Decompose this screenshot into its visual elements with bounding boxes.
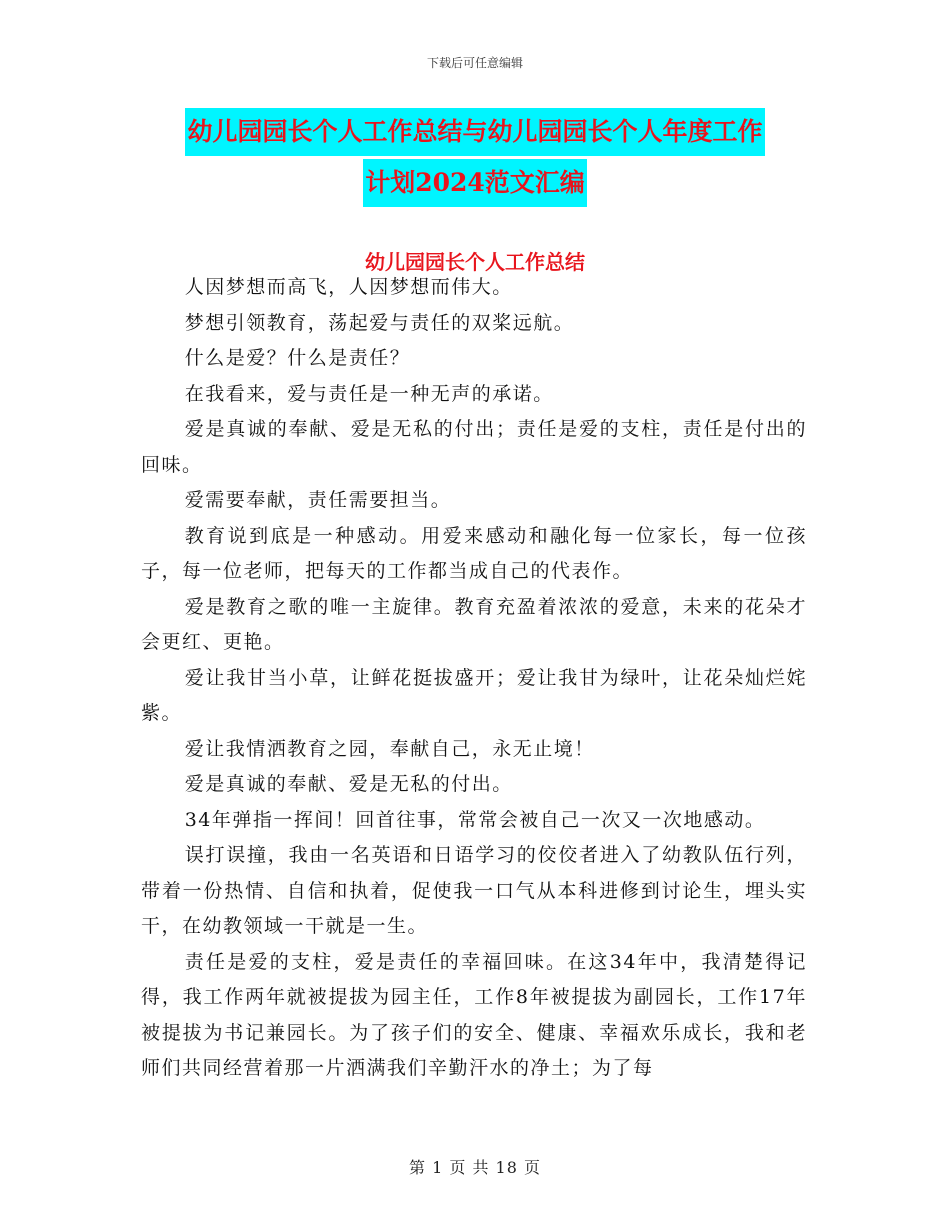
paragraph: 责任是爱的支柱，爱是责任的幸福回味。在这34年中，我清楚得记得，我工作两年就被提拔为园主任，工作8年被提拔为副园长，工作17年被提拔为书记兼园长。为了孩子们的安全、健康、幸福欢乐成长，我和老师们共同经营着那一片洒满我们辛勤汗水的净土；为了每: [141, 950, 807, 1079]
paragraph: 爱是教育之歌的唯一主旋律。教育充盈着浓浓的爱意，未来的花朵才会更红、更艳。: [141, 595, 807, 653]
page-number: 第 1 页 共 18 页: [409, 1158, 541, 1177]
paragraph: 误打误撞，我由一名英语和日语学习的佼佼者进入了幼教队伍行列，带着一份热情、自信和执着，促使我一口气从本科进修到讨论生，埋头实干，在幼教领域一干就是一生。: [141, 844, 807, 937]
paragraph: 爱需要奉献，责任需要担当。: [184, 489, 452, 511]
paragraph: 梦想引领教育，荡起爱与责任的双桨远航。: [184, 311, 575, 334]
paragraph: 人因梦想而高飞，人因梦想而伟大。: [184, 276, 513, 298]
paragraph: 爱让我情洒教育之园，奉献自己，永无止境！: [184, 737, 595, 760]
paragraph: 爱让我甘当小草，让鲜花挺拔盛开；爱让我甘为绿叶，让花朵灿烂姹紫。: [141, 666, 807, 724]
section-title: 幼儿园园长个人工作总结: [365, 250, 585, 274]
title-line-2: 计划2024范文汇编: [363, 159, 587, 207]
paragraph: 爱是真诚的奉献、爱是无私的付出；责任是爱的支柱，责任是付出的回味。: [141, 418, 807, 476]
header-note: 下载后可任意编辑: [426, 56, 523, 70]
title-line-1: 幼儿园园长个人工作总结与幼儿园园长个人年度工作: [185, 108, 764, 156]
body-text: [141, 270, 807, 1087]
paragraph: 教育说到底是一种感动。用爱来感动和融化每一位家长，每一位孩子，每一位老师，把每天的工作都当成自己的代表作。: [141, 524, 807, 582]
paragraph: 什么是爱？什么是责任？: [184, 347, 411, 369]
document-title: [0, 108, 950, 210]
paragraph: 34年弹指一挥间！回首往事，常常会被自己一次又一次地感动。: [184, 808, 766, 831]
paragraph: 在我看来，爱与责任是一种无声的承诺。: [184, 382, 554, 405]
paragraph: 爱是真诚的奉献、爱是无私的付出。: [184, 773, 513, 795]
